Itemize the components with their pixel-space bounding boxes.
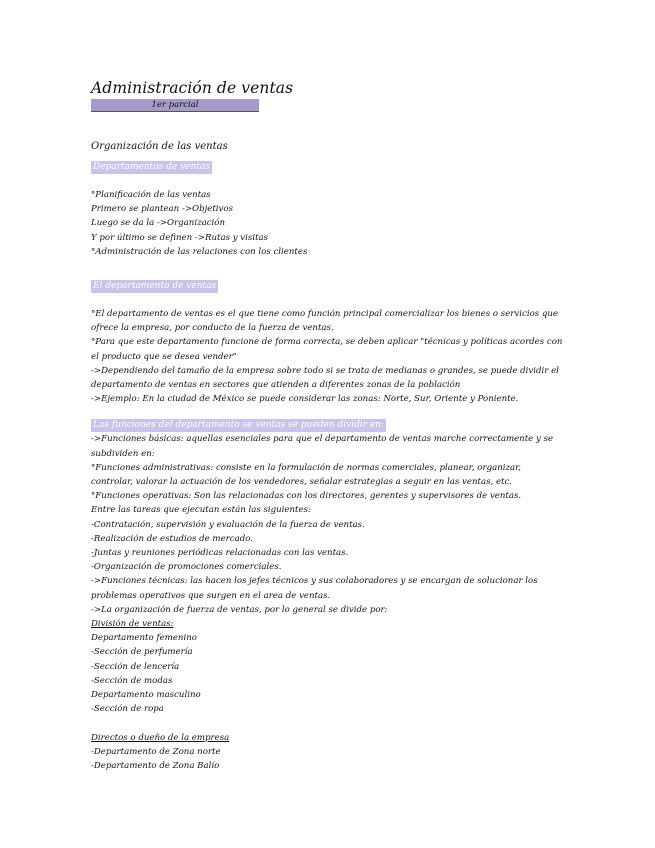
- list-item: -Juntas y reuniones periódicas relacionadas con las ventas.: [91, 548, 349, 559]
- list-item: Departamento femenino: [91, 633, 197, 644]
- list-item: -Sección de lencería: [91, 661, 180, 672]
- paragraph: °Para que este departamento funcione de forma correcta, se deben aplicar "técnicas y políticas acordes con el producto que se desea vender": [91, 337, 563, 362]
- list-item: -Departamento de Zona norte: [91, 746, 221, 757]
- directors-heading: Directos o dueño de la empresa: [91, 732, 230, 743]
- list-item: °Planificación de las ventas: [91, 190, 211, 200]
- highlight-funciones: Las funciones del departamento se ventas se pueden dividir en:: [93, 420, 385, 431]
- list-item: -Departamento de Zona Balío: [91, 760, 220, 771]
- funciones-content: [91, 432, 565, 773]
- planning-list: [91, 188, 565, 259]
- list-item: Primero se plantean ->Objetivos: [91, 204, 233, 215]
- list-item: -Sección de modas: [91, 675, 173, 686]
- paragraph: ->Funciones técnicas: las hacen los jefes técnicos y sus colaboradores y se encargan de solucionar los problemas operativos que surgen en el area de ventas.: [91, 576, 538, 601]
- division-heading: División de ventas:: [91, 619, 174, 630]
- highlight-departamentos: Departamentos de ventas: [93, 162, 210, 172]
- paragraph: °El departamento de ventas es el que tiene como función principal comercializar los bienes o servicios que ofrece la empresa, por conducto de la fuerza de ventas.: [91, 309, 559, 334]
- paragraph: ->Ejemplo: En la ciudad de México se puede considerar las zonas: Norte, Sur, Oriente y Poniente.: [91, 394, 519, 405]
- list-item: -Contratación, supervisión y evaluación de la fuerza de ventas.: [91, 519, 365, 530]
- list-item: -Sección de ropa: [91, 704, 164, 715]
- paragraph: Entre las tareas que ejecutan están las siguientes:: [91, 505, 311, 516]
- paragraph: °Funciones administrativas: consiste en la formulación de normas comerciales, planear, organizar, controlar, valorar la actuación de los vendedores, señalar estrategias a seguir en las ventas, etc.: [91, 462, 522, 488]
- paragraph: ->La organización de fuerza de ventas, por lo general se divide por:: [91, 604, 388, 615]
- paragraph: °Funciones operativas: Son las relacionadas con los directores, gerentes y supervisores de ventas.: [91, 491, 522, 502]
- departamento-paragraphs: [91, 307, 565, 406]
- subtitle-bar: 1er parcial: [91, 99, 259, 112]
- section-heading: Organización de las ventas: [91, 141, 228, 152]
- highlight-el-departamento: El departamento de ventas: [93, 281, 217, 292]
- list-item: °Administración de las relaciones con los clientes: [91, 246, 308, 257]
- document-title: Administración de ventas: [91, 79, 294, 97]
- list-item: Y por último se definen ->Rutas y visitas: [91, 232, 269, 243]
- list-item: -Organización de promociones comerciales.: [91, 562, 282, 573]
- list-item: Luego se da la ->Organización: [91, 218, 226, 229]
- paragraph: ->Funciones básicas: aquellas esenciales para que el departamento de ventas marche correctamente y se subdividen en:: [91, 434, 554, 459]
- list-item: -Realización de estudios de mercado.: [91, 533, 253, 544]
- list-item: Departamento masculino: [91, 690, 201, 701]
- document-page: [91, 78, 565, 773]
- list-item: -Sección de perfumería: [91, 647, 193, 658]
- paragraph: ->Dependiendo del tamaño de la empresa sobre todo si se trata de medianas o grandes, se puede dividir el departamento de ventas en sectores que atienden a diferentes zonas de la población: [91, 365, 559, 391]
